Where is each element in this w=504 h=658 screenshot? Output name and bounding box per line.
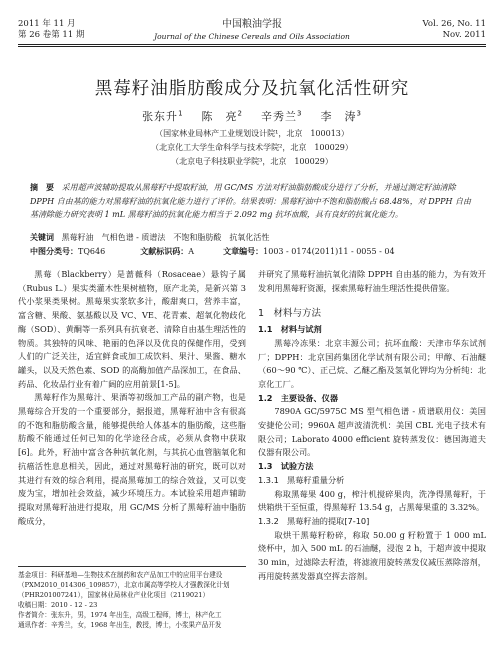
header-date-left: 2011 年 11 月 — [18, 19, 76, 29]
journal-name-en: Journal of the Chinese Cereals and Oils Association — [154, 32, 350, 41]
author-affiliation-mark: 3 — [297, 109, 303, 118]
doc-code-value: A — [188, 247, 195, 256]
body-paragraph: 取烘干黑莓籽粉碎，称取 50.00 g 籽粉置于 1 000 mL 烧杯中，加入 500 mL 的石油醚，浸泡 2 h，于超声波中提取 30 min，过滤除去籽渣，将滤液用旋转蒸发仪减压蒸除溶剂，再用旋转蒸发器真空挥去溶剂。 — [258, 529, 486, 581]
body-paragraph: 黑莓籽作为黑莓汁、果酒等初级加工产品的副产物，也是黑莓综合开发的一个重要部分，据报道，黑莓籽油中含有很高的不饱和脂肪酸含量，能够提供给人体基本的脂肪酸，这些脂肪酸不能通过任何已知的化学途径合成，必须从食物中获取[6]。此外，籽油中富含各种抗氧化剂，与其抗心血管脑氧化和抗癌活性息息相关，因此，通过对黑莓籽油的研究，既可以对其进行有效的综合利用，提高黑莓加工的综合效益，又可以变废为宝，增加社会效益，减少环境压力。本试验采用超声辅助提取对黑莓籽油进行提取，用 GC/MS 分析了黑莓籽油中脂肪酸成分， — [18, 392, 246, 526]
doc-code-label: 文献标识码： — [140, 247, 189, 256]
clc-value: TQ646 — [78, 247, 106, 256]
header-rule-top — [18, 44, 486, 45]
keywords — [30, 232, 474, 243]
header-issue-left: 第 26 卷第 11 期 — [18, 30, 85, 40]
running-header — [18, 19, 486, 43]
paper-title: 黑莓籽油脂肪酸成分及抗氧化活性研究 — [94, 79, 410, 99]
classification-line — [30, 246, 474, 257]
subsection-heading: 1.2 主要设备、仪器 — [258, 392, 339, 403]
journal-name-cn: 中国粮油学报 — [222, 19, 282, 30]
abstract-label: 摘 要 — [30, 183, 54, 192]
section-heading: 1 材料与方法 — [258, 308, 322, 320]
author-affiliation-mark: 3 — [356, 109, 362, 118]
footnote-author: 作者简介：张东升，男，1974 年出生，高级工程师，博士，林产化工 — [18, 611, 222, 619]
clc-label: 中图分类号： — [30, 247, 78, 256]
header-date-right: Nov. 2011 — [442, 30, 486, 40]
body-paragraph: 7890A GC/5975C MS 型气相色谱 - 质谱联用仪：美国安捷伦公司；9960A 超声波清洗机：美国 CBL 光电子技术有限公司；Laborato 4000 efficient 旋转蒸发仪：德国海道夫仪器有限公司。 — [258, 406, 486, 458]
author-affiliation-mark: 2 — [237, 109, 243, 118]
article-id-label: 文章编号： — [223, 247, 264, 256]
author-affiliation-mark: 1 — [178, 109, 184, 118]
footnote-fund: 基金项目：科研基地—生物技术在制药和农产品加工中的应用平台建设（PXM2010_014306_109857），北京市属高等学校人才强教深化计划（PHR201007241），国家林业局林业产业化项目（2119021） — [18, 571, 230, 599]
affiliation: （北京电子科技职业学院³，北京 100029） — [171, 157, 333, 166]
body-paragraph: 黑莓（Blackberry）是蔷薇科（Rosaceae）悬钩子属（Rubus L.）果实类灌木性果树植物，原产北美，是新兴第 3 代小浆果类果树。黑莓果实浆软多汁，酸甜爽口，营养丰富，富含糖、果酸、氨基酸以及 VC、VE、花青素、超氧化物歧化酶（SOD）、黄酮等一系列具有抗衰老、清除自由基生理活性的物质。其独特的风味、艳丽的色泽以及优良的保健作用，受到人们的广泛关注，适宜鲜食或加工成饮料、果汁、果酱、糖水罐头，以及天然色素、SOD 的高酶加值产品深加工，在食品、药品、化妆品行业有着广阔的应用前景[1-5]。 — [18, 269, 246, 389]
footnote-block — [18, 566, 246, 630]
header-volume-right: Vol. 26, No. 11 — [422, 19, 486, 29]
footnote-corresponding: 通讯作者：辛秀兰，女，1968 年出生，教授，博士，小浆果产品开发 — [18, 621, 222, 629]
body-paragraph: 黑莓冷冻果：北京丰源公司；抗坏血酸：天津市华东试剂厂；DPPH：北京国药集团化学试剂有限公司；甲醇、石油醚（60～90 ℃）、正己烷、乙醚乙酯及氢氧化钾均为分析纯：北京化工厂。 — [258, 337, 486, 389]
author-list — [0, 108, 504, 124]
subsubsection-heading: 1.3.1 黑莓籽重量分析 — [258, 474, 345, 485]
subsubsection-heading: 1.3.2 黑莓籽油的提取[7-10] — [258, 515, 370, 526]
subsection-heading: 1.3 试验方法 — [258, 461, 314, 472]
subsection-heading: 1.1 材料与试剂 — [258, 324, 322, 335]
author-name: 辛秀兰 — [261, 110, 297, 123]
left-column — [18, 268, 246, 528]
abstract-text: 采用超声波辅助提取从黑莓籽中提取籽油，用 GC/MS 方法对籽油脂肪酸成分进行了分析，并通过测定籽油清除 DPPH 自由基的能力对黑莓籽油的抗氧化能力进行了评价。结果表明：黑莓籽油中不饱和脂肪酸占 68.48%，对 DPPH 自由基清除能力研究表明 1 mL 黑莓籽油的抗氧化能力相当于 2.092 mg 抗坏血酸，具有良好的抗氧化能力。 — [30, 183, 471, 219]
author-name: 李 涛 — [320, 110, 357, 123]
right-column — [258, 268, 486, 583]
keywords-label: 关键词 — [30, 233, 54, 242]
author-name: 张东升 — [142, 110, 179, 123]
footnote-received: 收稿日期：2010 - 12 - 23 — [18, 601, 98, 609]
body-paragraph: 并研究了黑莓籽油抗氧化清除 DPPH 自由基的能力，为有效开发利用黑莓籽资源，探索黑莓籽油生理活性提供借鉴。 — [258, 269, 486, 293]
abstract — [30, 181, 474, 222]
body-paragraph: 称取黑莓果 400 g，榨汁机搅碎果肉，洗净得黑莓籽，于烘箱烘干至恒重，得黑莓籽 13.54 g，占黑莓果重的 3.32%。 — [258, 488, 486, 513]
author-name: 陈 亮 — [201, 110, 238, 123]
article-id-value: 1003 - 0174(2011)11 - 0055 - 04 — [263, 247, 395, 256]
affiliation: （国家林业局林产工业规划设计院¹，北京 100013） — [155, 129, 349, 138]
header-rule-bottom — [18, 46, 486, 47]
keywords-text: 黑莓籽油 气相色谱 - 质谱法 不饱和脂肪酸 抗氧化活性 — [61, 233, 270, 242]
affiliation: （北京化工大学生命科学与技术学院²，北京 100029） — [151, 143, 353, 152]
